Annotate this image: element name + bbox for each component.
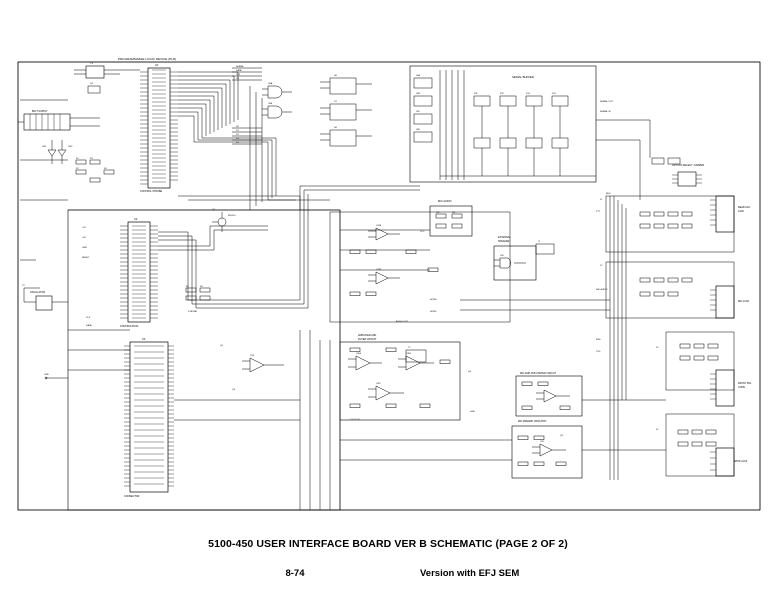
svg-text:SPKR JACK: SPKR JACK [734, 460, 748, 463]
svg-text:GND: GND [44, 374, 49, 376]
svg-text:U6: U6 [334, 75, 337, 77]
svg-text:Q5: Q5 [560, 435, 563, 437]
svg-text:D1: D1 [236, 130, 239, 132]
version-note: Version with EFJ SEM [420, 568, 520, 579]
svg-text:U8: U8 [334, 127, 337, 129]
figure-caption: 5100-450 USER INTERFACE BOARD VER B SCHEMATIC (PAGE 2 OF 2) [208, 538, 568, 550]
svg-text:+5V: +5V [82, 227, 86, 229]
svg-text:Y2: Y2 [22, 285, 25, 287]
svg-text:U11C: U11C [376, 383, 381, 385]
svg-text:STROBE: STROBE [188, 311, 197, 313]
svg-text:T1: T1 [538, 241, 541, 243]
svg-text:CONTROL STROBE: CONTROL STROBE [140, 190, 163, 193]
svg-text:CR1: CR1 [42, 146, 47, 148]
svg-text:R13: R13 [526, 93, 530, 95]
svg-text:U7: U7 [334, 101, 337, 103]
svg-text:R1: R1 [76, 158, 79, 160]
svg-text:J4: J4 [656, 429, 659, 431]
page-number: 8-74 [285, 568, 305, 579]
svg-text:TXD: TXD [596, 351, 601, 353]
svg-text:PROGRAMMABLE LOGIC DEVICE (PLD: PROGRAMMABLE LOGIC DEVICE (PLD) [118, 57, 177, 61]
svg-text:U11A: U11A [356, 353, 361, 355]
svg-text:CS: CS [236, 78, 240, 80]
svg-text:DATA: DATA [86, 325, 92, 327]
svg-text:CONNECTOR: CONNECTOR [124, 495, 140, 498]
svg-text:Q4: Q4 [468, 371, 471, 373]
svg-text:R12: R12 [500, 93, 504, 95]
svg-text:DATA: DATA [236, 70, 242, 72]
svg-text:VCC: VCC [420, 231, 425, 233]
svg-text:+8V: +8V [82, 237, 86, 239]
svg-text:D0: D0 [236, 126, 239, 128]
svg-text:MIC AUDIO: MIC AUDIO [438, 200, 452, 203]
svg-text:Q1: Q1 [212, 209, 215, 211]
svg-text:SERIAL BUFFER: SERIAL BUFFER [512, 75, 534, 79]
svg-text:U10: U10 [500, 255, 504, 257]
svg-text:U4: U4 [90, 83, 93, 85]
svg-text:Y1: Y1 [90, 62, 93, 65]
svg-text:Q2: Q2 [220, 345, 223, 347]
svg-text:SERIAL IN: SERIAL IN [600, 111, 611, 113]
svg-text:SERIAL: SERIAL [236, 66, 244, 68]
svg-text:U9A: U9A [416, 75, 420, 77]
svg-text:R4: R4 [104, 168, 107, 170]
svg-text:BKLT SUPPLY: BKLT SUPPLY [32, 110, 48, 113]
svg-text:U12A: U12A [376, 225, 382, 227]
svg-text:MIC AMP AND LIMITER CIRCUIT: MIC AMP AND LIMITER CIRCUIT [520, 372, 557, 375]
svg-text:OSCILLATOR: OSCILLATOR [30, 291, 45, 294]
svg-text:R2: R2 [76, 168, 79, 170]
svg-text:R6: R6 [200, 286, 203, 288]
svg-text:R11: R11 [474, 93, 478, 95]
svg-text:U11B: U11B [406, 353, 411, 355]
svg-text:R5: R5 [186, 286, 189, 288]
svg-text:R3: R3 [90, 158, 93, 160]
svg-text:CLK: CLK [86, 317, 91, 319]
svg-text:R21: R21 [452, 212, 456, 214]
svg-text:MIC PREAMP CIRCUITRY: MIC PREAMP CIRCUITRY [518, 420, 547, 423]
svg-text:JACK: JACK [738, 210, 745, 213]
svg-text:SPKR-: SPKR- [430, 311, 437, 313]
svg-text:J2: J2 [600, 265, 603, 267]
svg-text:U5A: U5A [268, 83, 273, 85]
svg-text:D3: D3 [236, 138, 239, 140]
svg-text:R20: R20 [436, 212, 440, 214]
svg-text:U9B: U9B [416, 93, 420, 95]
svg-text:AMPLIFIER AND: AMPLIFIER AND [358, 334, 377, 337]
svg-text:U1: U1 [155, 64, 159, 67]
svg-text:OPTION SELECT JUMPER: OPTION SELECT JUMPER [672, 164, 705, 167]
svg-text:SERIAL OUT: SERIAL OUT [600, 101, 613, 103]
svg-text:D2: D2 [236, 134, 239, 136]
svg-text:R14: R14 [552, 93, 556, 95]
svg-text:FRONT PNL: FRONT PNL [738, 382, 752, 385]
svg-text:U9C: U9C [416, 111, 421, 113]
svg-text:U13: U13 [540, 441, 544, 443]
svg-text:SPEAKER: SPEAKER [498, 240, 510, 243]
svg-text:J1: J1 [600, 199, 603, 201]
svg-text:U9D: U9D [416, 129, 421, 131]
svg-text:MIC AUDIO: MIC AUDIO [596, 289, 608, 291]
svg-text:GND: GND [82, 247, 87, 249]
svg-text:GND: GND [470, 411, 475, 413]
svg-text:T2: T2 [408, 347, 411, 349]
svg-text:U2: U2 [134, 218, 138, 221]
svg-text:PTT: PTT [596, 211, 601, 213]
svg-text:RXD: RXD [596, 339, 601, 341]
svg-text:D4: D4 [236, 142, 239, 144]
svg-text:FILTER CIRCUIT: FILTER CIRCUIT [358, 338, 377, 341]
svg-text:R9 R10: R9 R10 [228, 215, 236, 217]
svg-text:J3: J3 [656, 347, 659, 349]
svg-text:U3: U3 [142, 338, 146, 341]
svg-text:C1 C2 C3: C1 C2 C3 [350, 419, 360, 421]
svg-text:CR2: CR2 [68, 146, 73, 148]
svg-text:AUDIO OUT: AUDIO OUT [396, 321, 409, 323]
svg-text:MIC JACK: MIC JACK [738, 300, 750, 303]
svg-text:EXTERNAL: EXTERNAL [498, 236, 511, 239]
svg-text:U5B: U5B [268, 103, 273, 105]
svg-text:CONN: CONN [738, 386, 746, 389]
svg-text:CLK: CLK [236, 74, 241, 76]
svg-text:RESET: RESET [82, 257, 90, 259]
svg-text:CONTROL/DATA: CONTROL/DATA [120, 325, 139, 328]
svg-text:U12B: U12B [376, 269, 382, 271]
svg-text:Q3: Q3 [232, 389, 235, 391]
svg-text:BUS: BUS [606, 193, 611, 195]
svg-text:SPKR+: SPKR+ [430, 299, 438, 301]
svg-text:REAR ACC: REAR ACC [738, 206, 751, 209]
svg-text:U14: U14 [250, 355, 255, 357]
